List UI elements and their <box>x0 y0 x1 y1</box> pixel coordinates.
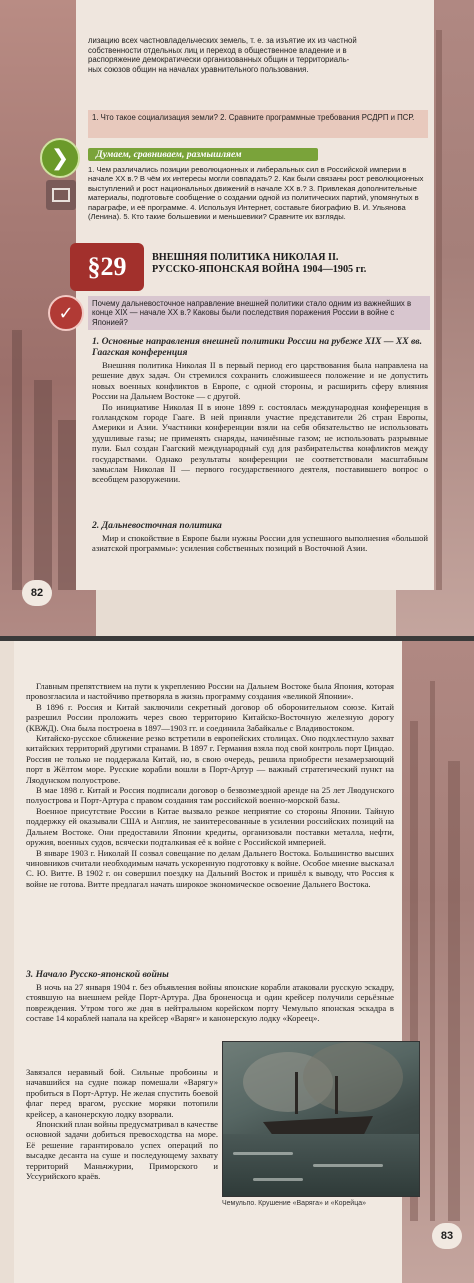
subsection-1 <box>92 336 428 485</box>
subsection-3 <box>26 969 394 1024</box>
intro-line: распоряжение демократически организованных общин и территориаль- <box>88 55 350 65</box>
page-number: 83 <box>432 1223 462 1249</box>
painting-varyag-sinking <box>222 1041 420 1197</box>
think-heading: Думаем, сравниваем, размышляем <box>88 148 318 161</box>
page-83 <box>0 641 474 1283</box>
paragraph: В мае 1898 г. Китай и Россия подписали договор о безвозмездной аренде на 25 лет Ляодунского полуострова и Порт-Артура с правом создания там российской военно-морской базы. <box>26 785 394 806</box>
heading-2: 2. Дальневосточная политика <box>92 520 222 531</box>
section-title <box>152 252 432 277</box>
section-title-line: РУССКО-ЯПОНСКАЯ ВОЙНА 1904—1905 гг. <box>152 264 367 276</box>
lead-question: Почему дальневосточное направление внешней политики стало одним из важнейших в конце XIX — начале XX в.? Каковы были последствия поражения России в войне с Японией? <box>88 296 430 330</box>
paragraph: В 1896 г. Россия и Китай заключили секретный договор об оборонительном союзе. Китай разрешил России проложить через свою территорию Китайско-Восточную железную дорогу (КВЖД). Она была построена в 1897—1903 гг. и соединила Забайкалье с Владивостоком. <box>26 701 394 733</box>
paragraph: По инициативе Николая II в июне 1899 г. состоялась международная конференция в голландском городе Гааге. В ней приняли участие представители 26 стран Европы, Америки и Азии. Участники конференции взяли на себя обязательство не использовать удушливые газы; не применять снаряды, начинённые газом; не использовать разрывные пули. Был создан Гаагский международный суд для разбирательства конфликтов между государствами. Однако результаты конференции не соответствовали масштабным замыслам Николая II — первого государственного деятеля, поставившего вопрос о всеобщем разоружении. <box>92 401 428 485</box>
heading-3: 3. Начало Русско-японской войны <box>26 969 169 980</box>
section-title-line: ВНЕШНЯЯ ПОЛИТИКА НИКОЛАЯ II. <box>152 252 339 263</box>
paragraph: Внешняя политика Николая II в первый период его царствования была направлена на решение двух задач. Он стремился сохранить сложившееся положение и не допустить новых военных конфликтов в Европе, с одной стороны, и расширить сферу влияния России на Дальнем Востоке — с другой. <box>92 360 428 402</box>
paragraph: В ночь на 27 января 1904 г. без объявления войны японские корабли атаковали русскую эскадру, стоявшую на внешнем рейде Порт-Артура. Два броненосца и один крейсер получили серьёзные повреждения. Утром того же дня в нейтральном корейском порту Чемульпо японская эскадра в составе 14 кораблей напала на крейсер «Варяг» и канонерскую лодку «Кореец». <box>26 982 394 1024</box>
paragraph: Главным препятствием на пути к укреплению России на Дальнем Востоке была Япония, которая провозгласила и настойчиво претворяла в жизнь программу создания «великой Японии». <box>26 681 394 702</box>
questions-box: 1. Что такое социализация земли? 2. Сравните программные требования РСДРП и ПСР. <box>88 110 428 138</box>
intro-line: собственности отдельных лиц и переход в общественное владение и в <box>88 45 347 55</box>
subsection-2 <box>92 520 428 554</box>
text-column <box>76 0 434 590</box>
section-number: §29 <box>70 243 144 291</box>
heading-1: 1. Основные направления внешней политики России на рубеже XIX — XX вв. Гаагская конференция <box>92 336 422 358</box>
arrow-right-icon: ❯ <box>40 138 80 178</box>
text-block-top <box>26 681 394 889</box>
paragraph: Мир и спокойствие в Европе были нужны России для успешного выполнения «большой азиатской программы»: усиления собственных позиций в Восточной Азии. <box>92 533 428 554</box>
text-block-left-column <box>26 1067 218 1181</box>
paragraph: Завязался неравный бой. Сильные пробоины и начавшийся на судне пожар помешали «Варягу» пробиться в Порт-Артур. Не желая спустить боевой флаг перед врагом, русские моряки потопили крейсер, а канонерскую лодку взорвали. <box>26 1067 218 1119</box>
painting-caption: Чемульпо. Крушение «Варяга» и «Корейца» <box>222 1200 367 1207</box>
paragraph: Военное присутствие России в Китае вызвало резкое неприятие со стороны Японии. Тайную поддержку ей оказывали США и Англия, не заинтересованные в усилении российских позиций на Дальнем Востоке. Они предоставили Японии кредиты, организовали поставки металла, нефти, оружия, военных судов, всячески подталкивая её к войне с Российской империей. <box>26 805 394 848</box>
think-tasks: 1. Чем различались позиции революционных и либеральных сил в Российской империи в начале XX в.? В чём их интересы могли совпадать? 2. Как были связаны рост революционных выступлений и рост национальных движений в начале XX в.? 3. Привлекая дополнительные материалы, подготовьте сообщение о создании одной из политических партий, упомянутых в параграфе, и её программе. 4. Используя Интернет, составьте биографию В. И. Ульянова (Ленина). 5. Кто такие большевики и меньшевики? Сравните их взгляды. <box>88 165 424 222</box>
intro-line: лизацию всех частновладельческих земель, т. е. за изъятие их из частной <box>88 36 357 45</box>
intro-line: ных союзов общин на началах уравнительного пользования. <box>88 64 309 74</box>
monitor-icon <box>46 180 76 210</box>
paragraph: Китайско-русское сближение резко встретили в европейских столицах. Оно подхлестнуло захват китайских территорий другими странами. В 1897 г. Германия взяла под свой контроль порт Циндао. Россия не только не поддержала Китай, но, в свою очередь, решила приобрести незамерзающий порт в Жёлтом море. Русские корабли вошли в Порт-Артур — важный стратегический пункт на Ляодунском полуострове. <box>26 733 394 785</box>
paragraph: Японский план войны предусматривал в качестве основной задачи добиться превосходства на море. Её решение гарантировало успех операций по высадке десанта на суше и последующему захвату территорий Маньчжурии, Приморского и Уссурийского краёв. <box>26 1119 218 1182</box>
paragraph: В январе 1903 г. Николай II созвал совещание по делам Дальнего Востока. Большинство высших чиновников считали необходимым начать ускоренную подготовку к войне. Особое мнение высказал С. Ю. Витте. В 1902 г. он совершил поездку на Дальний Восток и пришёл к выводу, что Россия к войне не готова. Витте предлагал начать широкое экономическое освоение Дальнего Востока. <box>26 847 394 889</box>
page-number: 82 <box>22 580 52 606</box>
checkmark-icon: ✓ <box>48 295 84 331</box>
page-82 <box>0 0 474 636</box>
intro-text <box>88 36 428 74</box>
